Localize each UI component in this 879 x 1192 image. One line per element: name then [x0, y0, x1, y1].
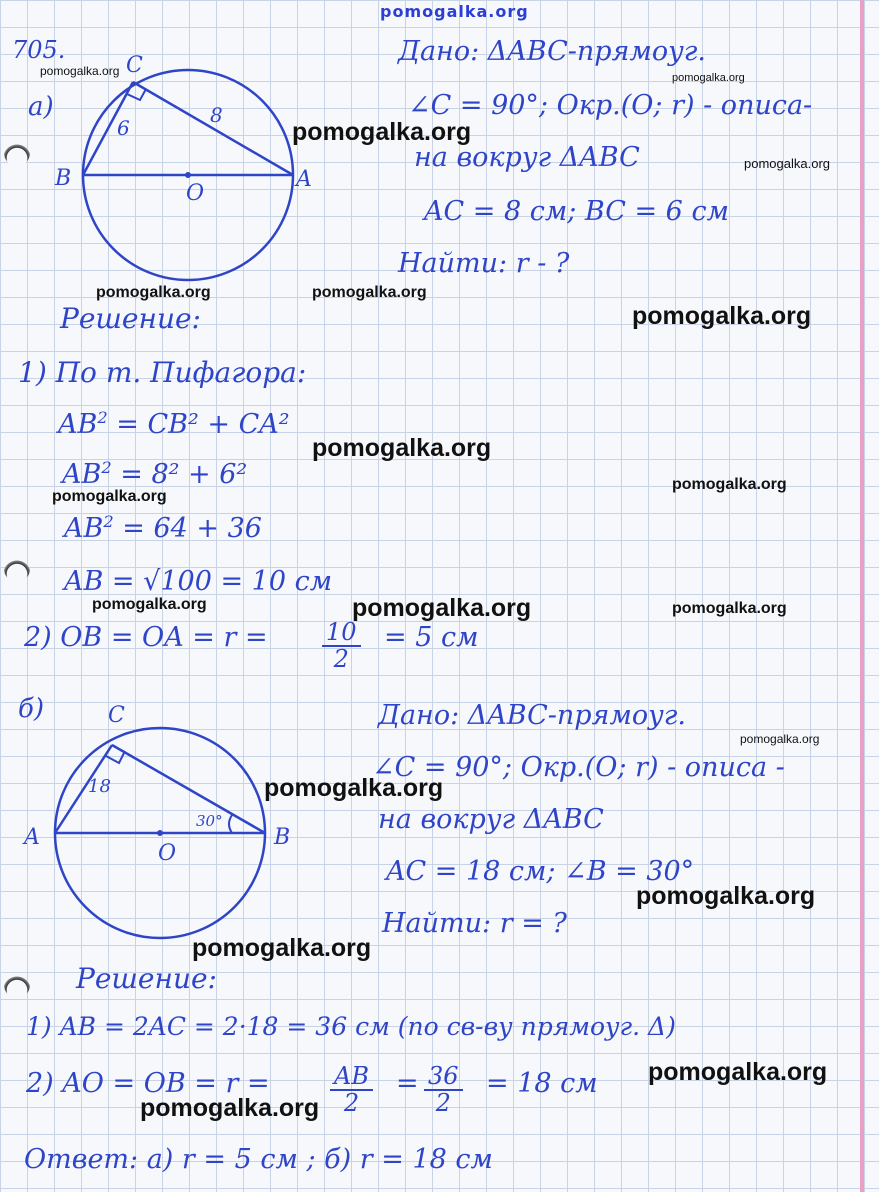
b-step-2-fraction-1 [330, 1064, 373, 1116]
b-step-2-right: = 18 см [486, 1068, 598, 1099]
answer: Ответ: а) r = 5 см ; б) r = 18 см [24, 1144, 493, 1175]
b-solution-title: Решение: [76, 962, 217, 995]
a-eq-1c: $AB^2 = 64 + 36$ [64, 512, 262, 544]
b-given-3: AC = 18 см; ∠B = 30° [386, 856, 695, 887]
b-step-2-den-2: 2 [435, 1089, 451, 1118]
site-header[interactable]: pomogalka.org [380, 2, 529, 21]
watermark: pomogalka.org [648, 1058, 828, 1086]
a-solution-title: Решение: [60, 302, 201, 335]
b-step-2-mid: = [396, 1068, 419, 1099]
fig-b-vertex-c: C [108, 703, 125, 728]
watermark: pomogalka.org [672, 600, 787, 617]
fig-a-side-ca: 8 [210, 103, 223, 127]
fig-b-side-ac: 18 [88, 776, 111, 797]
a-step-2-right: = 5 см [384, 622, 479, 653]
watermark: pomogalka.org [312, 284, 427, 301]
b-step-2-num-2: 36 [424, 1064, 463, 1091]
watermark: pomogalka.org [672, 72, 745, 84]
watermark: pomogalka.org [292, 118, 472, 146]
b-step-2-den-1: 2 [343, 1089, 360, 1118]
a-step-1-title: 1) По т. Пифагора: [18, 356, 307, 389]
b-given-title: Дано: ΔABC-прямоуг. [378, 700, 686, 731]
fig-a-center-o: O [186, 181, 205, 206]
b-given-1: ∠C = 90°; Окр.(O; r) - описа - [372, 752, 785, 783]
a-eq-1d: AB = √100 = 10 см [64, 566, 333, 597]
fig-b-center-o: O [158, 841, 177, 866]
a-given-2: на вокруг ΔABC [414, 142, 640, 173]
b-find: Найти: r = ? [382, 908, 567, 939]
a-step-2-den: 2 [333, 645, 349, 674]
a-step-2-num: 10 [322, 620, 361, 647]
part-b-label: б) [18, 694, 45, 724]
watermark: pomogalka.org [40, 64, 120, 78]
part-a-label: а) [28, 92, 54, 122]
a-step-2-left: 2) OB = OA = r = [24, 622, 268, 653]
b-step-1: 1) AB = 2AC = 2·18 = 36 см (по св-ву прямоуг. Δ) [26, 1012, 676, 1041]
a-given-1: ∠C = 90°; Окр.(O; r) - описа- [408, 90, 813, 121]
watermark: pomogalka.org [352, 594, 532, 622]
watermark: pomogalka.org [632, 302, 812, 330]
watermark: pomogalka.org [740, 732, 820, 746]
watermark: pomogalka.org [140, 1094, 320, 1122]
fig-b-vertex-b: B [274, 825, 291, 850]
watermark: pomogalka.org [264, 774, 444, 802]
a-find: Найти: r - ? [398, 248, 570, 279]
b-step-2-fraction-2 [424, 1064, 463, 1116]
b-given-2: на вокруг ΔABC [378, 804, 604, 835]
watermark: pomogalka.org [312, 434, 492, 462]
a-given-3: AC = 8 см; BC = 6 см [424, 196, 729, 227]
fig-b-vertex-a: A [24, 825, 40, 850]
watermark: pomogalka.org [96, 284, 211, 301]
fig-a-vertex-a: A [296, 167, 312, 192]
a-step-2-fraction [322, 620, 361, 672]
fig-a-vertex-c: C [126, 53, 143, 78]
watermark: pomogalka.org [744, 156, 830, 171]
a-eq-1b: $AB^2 = 8^2 + 6^2$ [62, 458, 248, 490]
watermark: pomogalka.org [52, 488, 167, 505]
watermark: pomogalka.org [92, 596, 207, 613]
watermark: pomogalka.org [672, 476, 787, 493]
fig-a-side-bc: 6 [117, 116, 130, 140]
fig-a-vertex-b: B [55, 166, 72, 191]
a-given-title: Дано: ΔABC-прямоуг. [398, 36, 706, 67]
watermark: pomogalka.org [192, 934, 372, 962]
fig-b-angle-b: 30° [196, 812, 223, 830]
watermark: pomogalka.org [636, 882, 816, 910]
problem-number: 705. [12, 36, 66, 64]
b-step-2-num-1: AB [330, 1064, 373, 1091]
a-eq-1a: $AB^2 = CB^2 + CA^2$ [58, 408, 290, 440]
b-step-2-left: 2) AO = OB = r = [26, 1068, 270, 1099]
